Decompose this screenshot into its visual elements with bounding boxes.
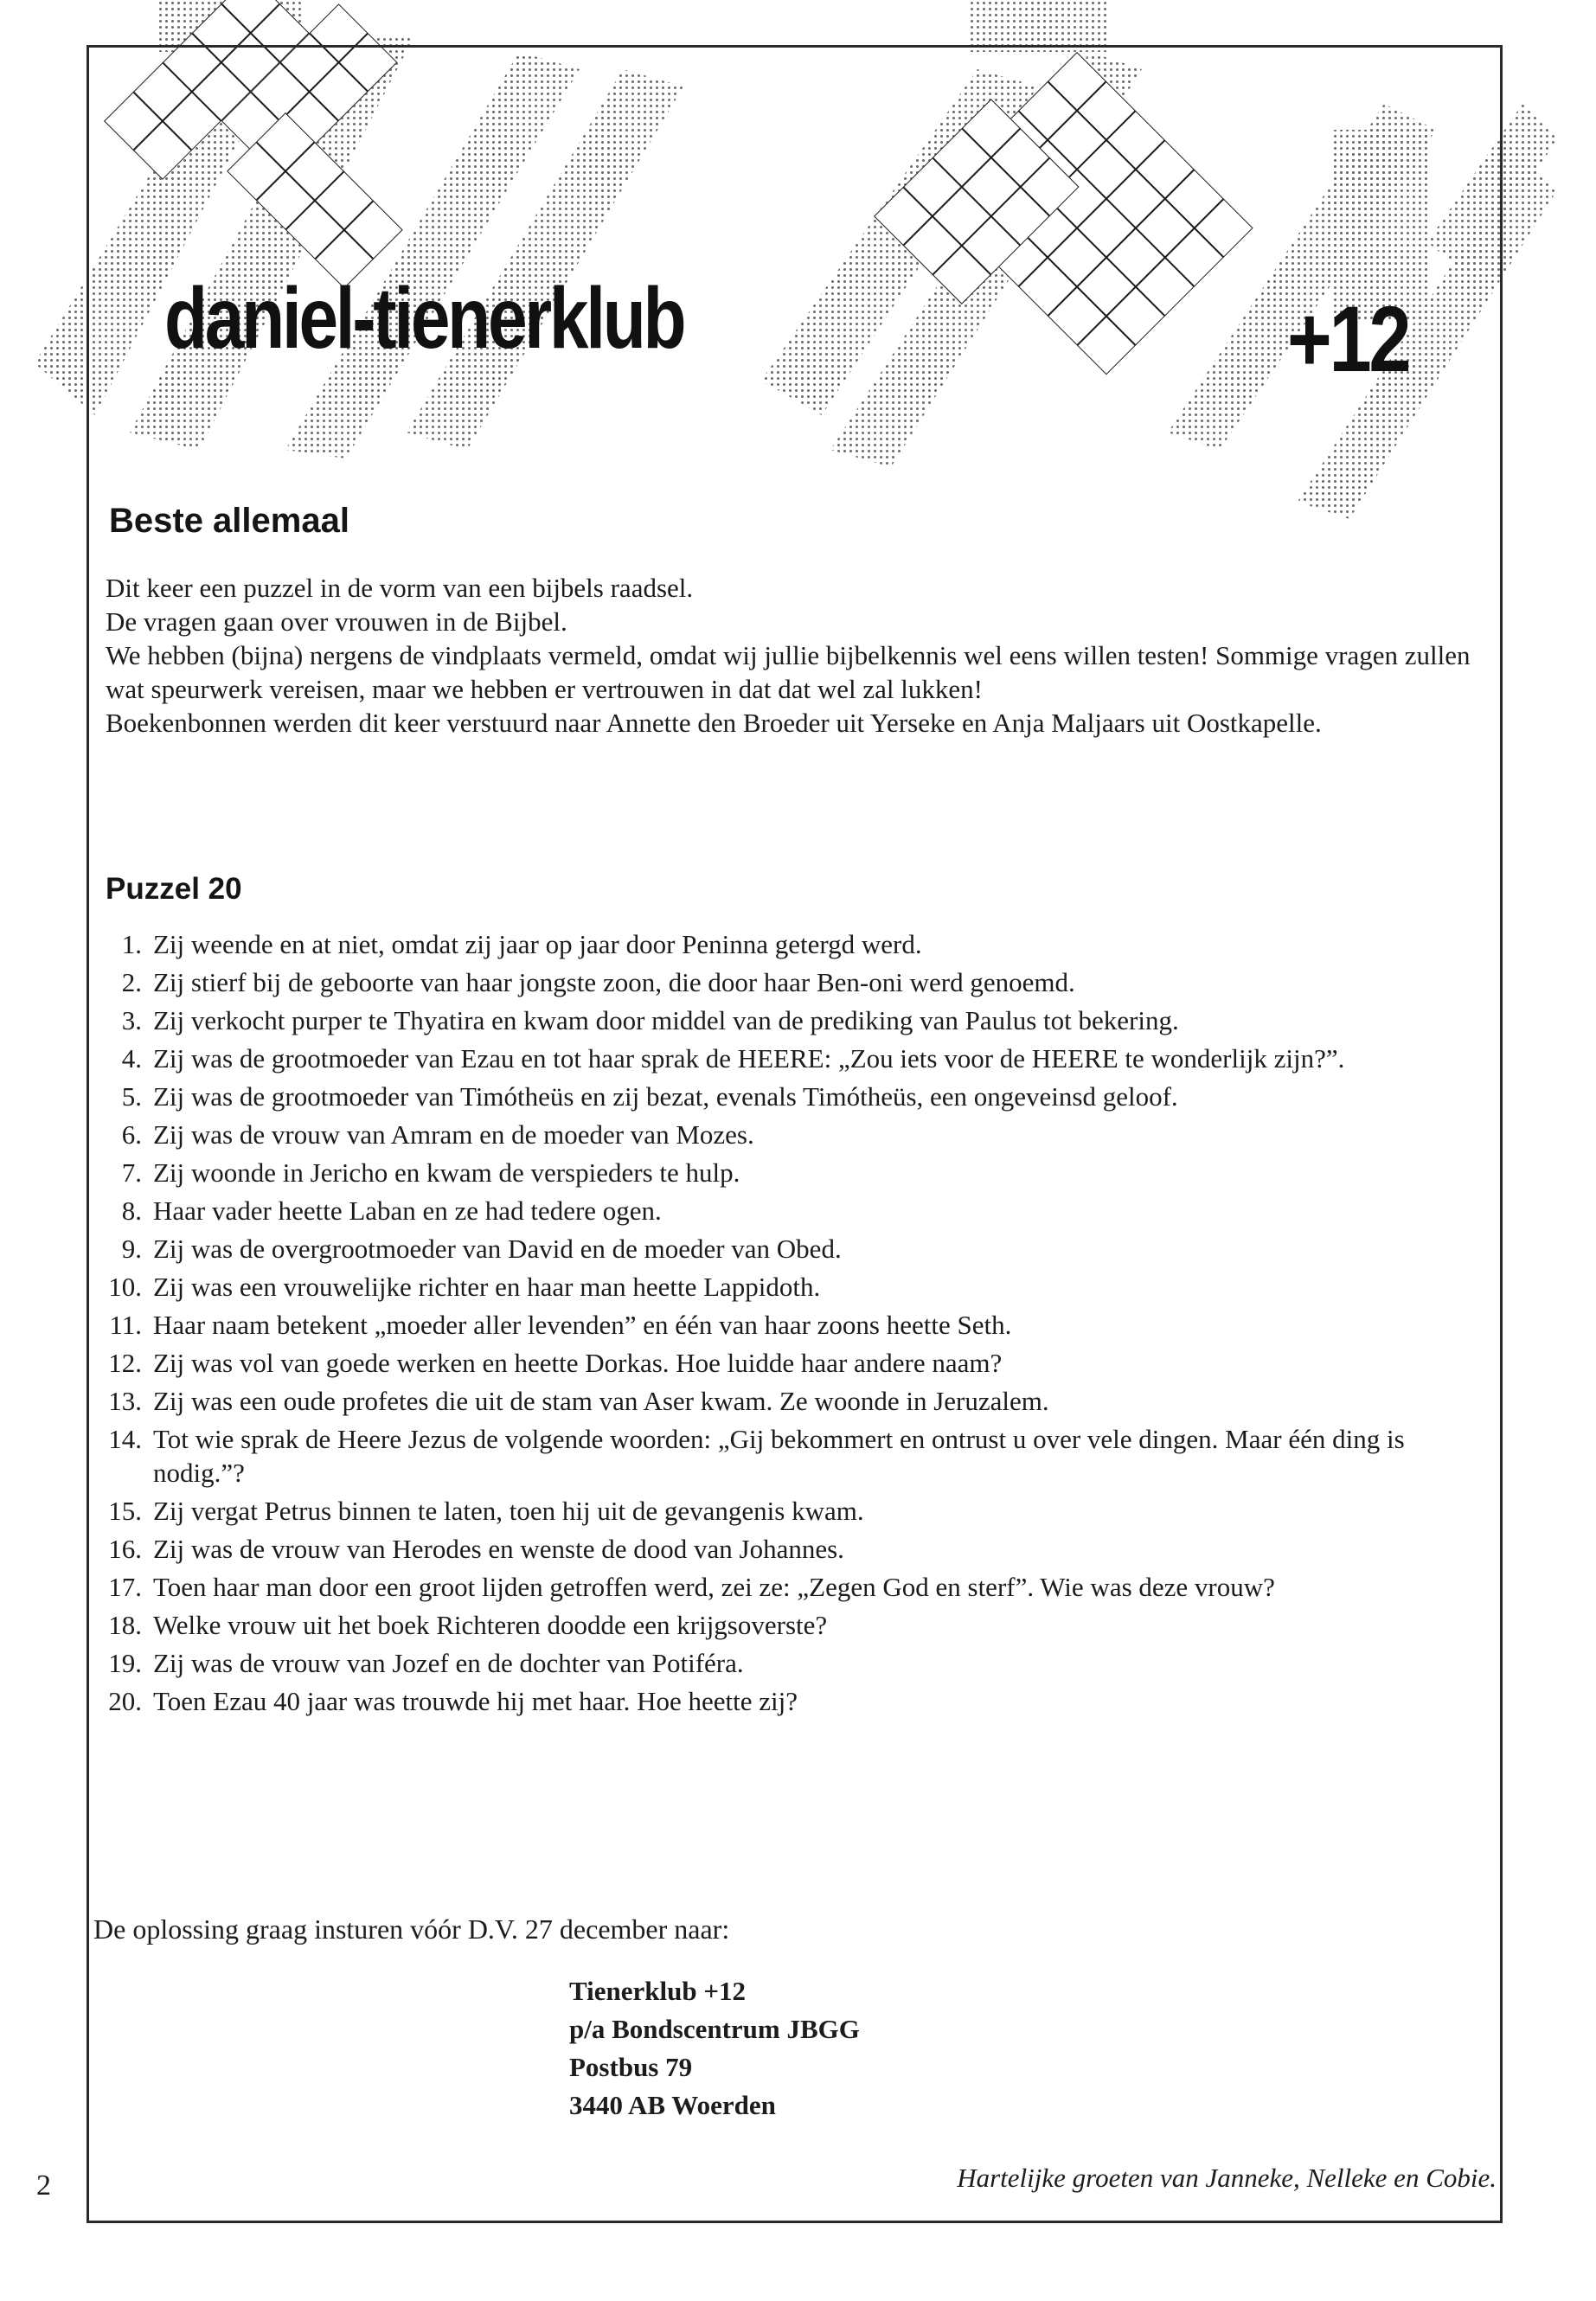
question-item bbox=[106, 1080, 1490, 1113]
question-text: Toen haar man door een groot lijden getroffen werd, zei ze: „Zegen God en sterf”. Wie was deze vrouw? bbox=[153, 1572, 1275, 1602]
question-text: Zij was een oude profetes die uit de stam van Aser kwam. Ze woonde in Jeruzalem. bbox=[153, 1386, 1049, 1416]
page-number: 2 bbox=[36, 2170, 51, 2202]
question-number: 4. bbox=[121, 1043, 142, 1074]
question-text: Tot wie sprak de Heere Jezus de volgende woorden: „Gij bekommert en ontrust u over vele dingen. Maar één ding is nodig.”? bbox=[153, 1424, 1405, 1488]
question-item bbox=[106, 1684, 1490, 1718]
question-item bbox=[106, 1270, 1490, 1304]
question-item bbox=[106, 1042, 1490, 1075]
address-line: Tienerklub +12 bbox=[569, 1976, 746, 2006]
question-item bbox=[106, 1570, 1490, 1604]
question-item bbox=[106, 1384, 1490, 1418]
question-text: Zij woonde in Jericho en kwam de verspieders te hulp. bbox=[153, 1157, 740, 1188]
intro-text bbox=[106, 571, 1490, 740]
question-item bbox=[106, 1646, 1490, 1680]
question-item bbox=[106, 1194, 1490, 1227]
question-text: Zij was vol van goede werken en heette Dorkas. Hoe luidde haar andere naam? bbox=[153, 1348, 1003, 1378]
question-number: 5. bbox=[121, 1081, 142, 1112]
question-number: 11. bbox=[109, 1310, 142, 1340]
question-number: 3. bbox=[121, 1005, 142, 1035]
question-item bbox=[106, 1003, 1490, 1037]
question-number: 8. bbox=[121, 1195, 142, 1226]
question-number: 10. bbox=[108, 1272, 142, 1302]
question-number: 16. bbox=[108, 1534, 142, 1564]
question-item bbox=[106, 1118, 1490, 1151]
question-number: 2. bbox=[121, 967, 142, 997]
question-text: Welke vrouw uit het boek Richteren doodde een krijgsoverste? bbox=[153, 1610, 828, 1640]
question-text: Haar vader heette Laban en ze had tedere ogen. bbox=[153, 1195, 662, 1226]
question-number: 17. bbox=[108, 1572, 142, 1602]
question-text: Zij was een vrouwelijke richter en haar man heette Lappidoth. bbox=[153, 1272, 821, 1302]
address-line: Postbus 79 bbox=[569, 2052, 693, 2082]
question-text: Zij was de grootmoeder van Timótheüs en zij bezat, evenals Timótheüs, een ongeveinsd geloof. bbox=[153, 1081, 1178, 1112]
question-item bbox=[106, 1346, 1490, 1380]
question-number: 19. bbox=[108, 1648, 142, 1678]
question-text: Zij was de vrouw van Jozef en de dochter van Potiféra. bbox=[153, 1648, 744, 1678]
brand-title: daniel-tienerklub bbox=[164, 270, 684, 367]
intro-paragraph: De vragen gaan over vrouwen in de Bijbel. bbox=[106, 606, 567, 637]
question-number: 14. bbox=[108, 1424, 142, 1454]
intro-paragraph: Dit keer een puzzel in de vorm van een bijbels raadsel. bbox=[106, 573, 694, 603]
question-item bbox=[106, 965, 1490, 999]
greeting-heading: Beste allemaal bbox=[109, 502, 349, 540]
question-item bbox=[106, 1608, 1490, 1642]
question-list bbox=[106, 927, 1490, 1722]
question-text: Zij was de vrouw van Herodes en wenste de dood van Johannes. bbox=[153, 1534, 844, 1564]
question-item bbox=[106, 1156, 1490, 1189]
question-number: 18. bbox=[108, 1610, 142, 1640]
question-number: 1. bbox=[121, 929, 142, 959]
question-text: Zij was de vrouw van Amram en de moeder van Mozes. bbox=[153, 1119, 754, 1150]
question-text: Zij stierf bij de geboorte van haar jongste zoon, die door haar Ben-oni werd genoemd. bbox=[153, 967, 1075, 997]
question-item bbox=[106, 1494, 1490, 1528]
address-line: p/a Bondscentrum JBGG bbox=[569, 2014, 860, 2044]
question-text: Zij weende en at niet, omdat zij jaar op jaar door Peninna getergd werd. bbox=[153, 929, 922, 959]
question-number: 13. bbox=[108, 1386, 142, 1416]
question-number: 20. bbox=[108, 1686, 142, 1716]
question-item bbox=[106, 1232, 1490, 1266]
submission-instruction: De oplossing graag insturen vóór D.V. 27 december naar: bbox=[93, 1913, 730, 1945]
question-text: Zij was de grootmoeder van Ezau en tot haar sprak de HEERE: „Zou iets voor de HEERE te wonderlijk zijn?”. bbox=[153, 1043, 1345, 1074]
mailing-address bbox=[569, 1972, 860, 2125]
question-number: 12. bbox=[108, 1348, 142, 1378]
question-item bbox=[106, 927, 1490, 961]
address-line: 3440 AB Woerden bbox=[569, 2090, 776, 2120]
question-number: 9. bbox=[121, 1234, 142, 1264]
question-number: 15. bbox=[108, 1496, 142, 1526]
question-text: Zij verkocht purper te Thyatira en kwam door middel van de prediking van Paulus tot bekering. bbox=[153, 1005, 1179, 1035]
question-text: Zij vergat Petrus binnen te laten, toen hij uit de gevangenis kwam. bbox=[153, 1496, 864, 1526]
signoff-text: Hartelijke groeten van Janneke, Nelleke en Cobie. bbox=[957, 2163, 1497, 2193]
brand-age-label: +12 bbox=[1287, 286, 1409, 391]
question-item bbox=[106, 1308, 1490, 1342]
question-text: Zij was de overgrootmoeder van David en de moeder van Obed. bbox=[153, 1234, 842, 1264]
question-item bbox=[106, 1532, 1490, 1566]
question-item bbox=[106, 1422, 1490, 1490]
puzzle-heading: Puzzel 20 bbox=[106, 872, 242, 906]
intro-paragraph: Boekenbonnen werden dit keer verstuurd naar Annette den Broeder uit Yerseke en Anja Maljaars uit Oostkapelle. bbox=[106, 708, 1322, 738]
question-number: 7. bbox=[121, 1157, 142, 1188]
intro-paragraph: We hebben (bijna) nergens de vindplaats vermeld, omdat wij jullie bijbelkennis wel eens willen testen! Sommige vragen zullen wat speurwerk vereisen, maar we hebben er vertrouwen in dat dat wel zal lukken! bbox=[106, 640, 1471, 704]
question-text: Toen Ezau 40 jaar was trouwde hij met haar. Hoe heette zij? bbox=[153, 1686, 798, 1716]
question-text: Haar naam betekent „moeder aller levenden” en één van haar zoons heette Seth. bbox=[153, 1310, 1012, 1340]
question-number: 6. bbox=[121, 1119, 142, 1150]
